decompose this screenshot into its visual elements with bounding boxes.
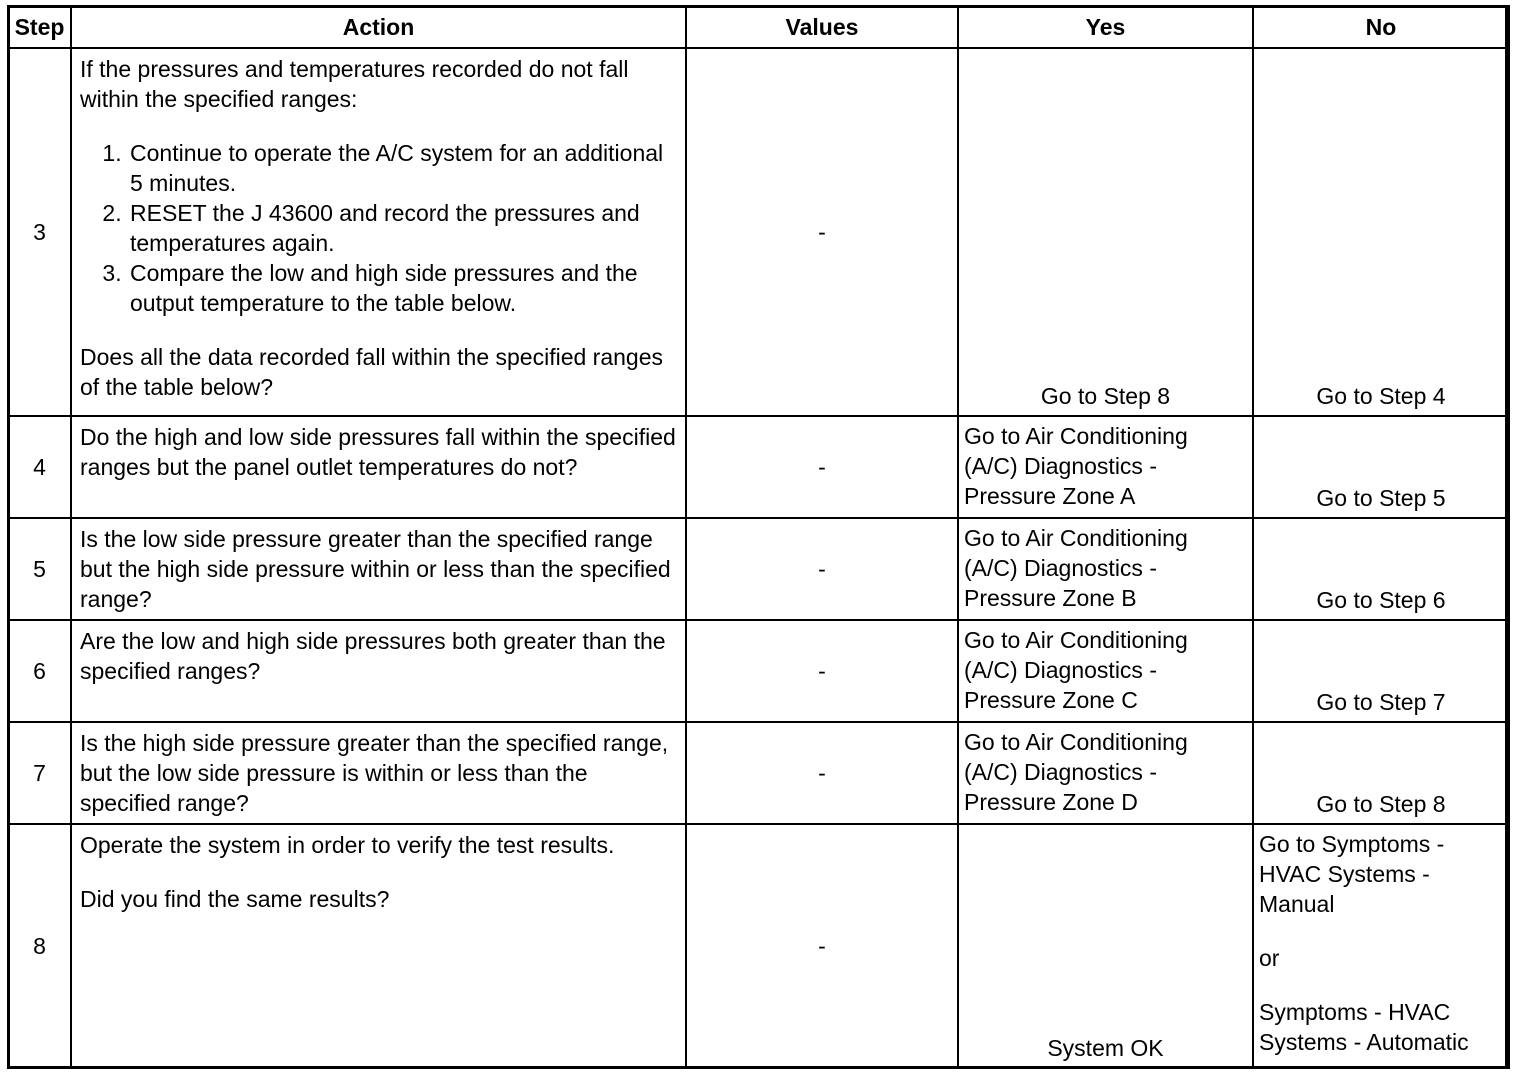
no-link-manual: Go to Symptoms - HVAC Systems - Manual xyxy=(1259,831,1445,917)
step-number: 5 xyxy=(8,518,71,620)
list-item: 3. Compare the low and high side pressures and the output temperature to the table below. xyxy=(128,258,679,318)
header-yes: Yes xyxy=(958,6,1253,48)
no-or-text: or xyxy=(1259,945,1280,971)
header-values: Values xyxy=(686,6,958,48)
step-number: 6 xyxy=(8,620,71,722)
header-step: Step xyxy=(8,6,71,48)
yes-link: System OK xyxy=(1047,1035,1164,1061)
action-cell: Is the high side pressure greater than the specified range, but the low side pressure is within or less than the specified range? xyxy=(71,722,686,824)
action-intro: If the pressures and temperatures recorded do not fall within the specified ranges: xyxy=(80,56,629,112)
action-cell: Do the high and low side pressures fall within the specified ranges but the panel outlet temperatures do not? xyxy=(71,416,686,518)
yes-link: Go to Step 8 xyxy=(1040,383,1171,409)
action-cell: Are the low and high side pressures both greater than the specified ranges? xyxy=(71,620,686,722)
no-link: Go to Step 7 xyxy=(1316,689,1446,715)
no-link: Go to Step 4 xyxy=(1316,383,1446,409)
no-link: Go to Step 8 xyxy=(1316,791,1446,817)
step-number: 4 xyxy=(8,416,71,518)
step-number: 8 xyxy=(8,824,71,1068)
yes-cell: Go to Air Conditioning (A/C) Diagnostics - Pressure Zone D xyxy=(958,722,1253,824)
values-cell: - xyxy=(686,48,958,416)
list-item: 2. RESET the J 43600 and record the pressures and temperatures again. xyxy=(128,198,679,258)
values-cell: - xyxy=(686,722,958,824)
header-no: No xyxy=(1253,6,1509,48)
action-question: Does all the data recorded fall within the specified ranges of the table below? xyxy=(80,344,664,400)
action-cell: Is the low side pressure greater than the specified range but the high side pressure within or less than the specified range? xyxy=(71,518,686,620)
yes-cell: Go to Air Conditioning (A/C) Diagnostics - Pressure Zone B xyxy=(958,518,1253,620)
step-number: 3 xyxy=(8,48,71,416)
no-link: Go to Step 5 xyxy=(1316,485,1446,511)
action-instruction: Operate the system in order to verify the test results. xyxy=(80,832,615,858)
step-number: 7 xyxy=(8,722,71,824)
values-cell: - xyxy=(686,620,958,722)
yes-cell: Go to Air Conditioning (A/C) Diagnostics - Pressure Zone A xyxy=(958,416,1253,518)
table-outer-border xyxy=(7,5,1508,1069)
action-question: Did you find the same results? xyxy=(80,886,390,912)
no-link-automatic: Symptoms - HVAC Systems - Automatic xyxy=(1259,999,1469,1055)
yes-cell: Go to Air Conditioning (A/C) Diagnostics - Pressure Zone C xyxy=(958,620,1253,722)
header-action: Action xyxy=(71,6,686,48)
values-cell: - xyxy=(686,416,958,518)
values-cell: - xyxy=(686,518,958,620)
no-link: Go to Step 6 xyxy=(1316,587,1446,613)
values-cell: - xyxy=(686,824,958,1068)
list-item: 1. Continue to operate the A/C system for an additional 5 minutes. xyxy=(128,138,679,198)
